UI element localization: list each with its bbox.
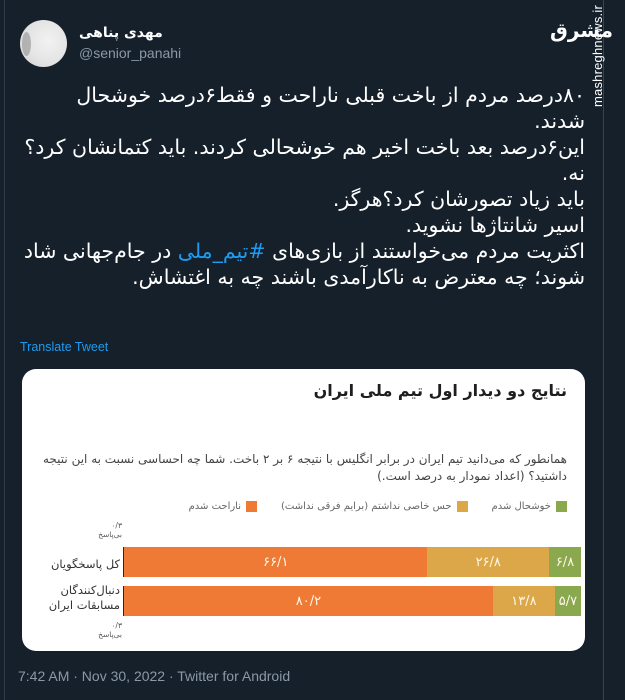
tweet-text-segment: در جام‌جهانی شاد شوند؛ چه معترض به ناکارآمدی باشند چه به اغتشاش. xyxy=(23,239,585,289)
no-answer-note xyxy=(98,521,122,539)
row-label-followers xyxy=(49,583,120,613)
author-display-name[interactable]: مهدی پناهی xyxy=(79,25,163,41)
hashtag-link[interactable]: #تیم_ملی xyxy=(177,239,266,263)
watermark-site: mashreghnews.ir xyxy=(590,5,605,107)
bar-all-respondents xyxy=(124,547,581,577)
row-label-line: مسابقات ایران xyxy=(48,598,120,612)
legend-item-neutral xyxy=(281,501,467,512)
bar-followers xyxy=(124,586,581,616)
bar-segment-happy: ۶/۸ xyxy=(549,547,581,577)
chart-question: همانطور که می‌دانید تیم ایران در برابر انگلیس با نتیجه ۶ بر ۲ باخت. شما چه احساسی نسبت به این نتیجه داشتید؟ (اعداد نمودار به درصد است.) xyxy=(43,452,567,483)
no-answer-value: ۰/۳ xyxy=(111,621,122,630)
row-label-all: کل پاسخگویان xyxy=(50,557,120,571)
legend-item-sad xyxy=(189,501,257,512)
tweet-header xyxy=(20,18,181,68)
chart-image[interactable] xyxy=(22,369,585,651)
no-answer-label: بی‌پاسخ xyxy=(98,530,122,539)
tweet-line: ۸۰درصد مردم از باخت قبلی ناراحت و فقط۶درصد خوشحال شدند. xyxy=(76,83,585,133)
bar-segment-sad: ۶۶/۱ xyxy=(124,547,427,577)
bar-segment-happy: ۵/۷ xyxy=(555,586,581,616)
tweet-meta[interactable]: 7:42 AM · Nov 30, 2022 · Twitter for Android xyxy=(18,668,291,684)
legend-swatch-neutral xyxy=(457,501,468,512)
timeline-border-left xyxy=(4,0,5,700)
chart-legend xyxy=(173,501,567,512)
legend-label: حس خاصی نداشتم (برایم فرقی نداشت) xyxy=(281,501,452,512)
chart-title: نتایج دو دیدار اول تیم ملی ایران xyxy=(313,381,567,400)
tweet-line xyxy=(20,238,585,290)
legend-label: خوشحال شدم xyxy=(491,501,551,512)
avatar[interactable] xyxy=(20,20,67,67)
tweet-line: باید زیاد تصورشان کرد؟هرگز. xyxy=(332,187,585,211)
no-answer-label: بی‌پاسخ xyxy=(98,630,122,639)
bar-segment-neutral: ۱۳/۸ xyxy=(493,586,555,616)
bar-segment-sad: ۸۰/۲ xyxy=(124,586,493,616)
author-names xyxy=(79,25,181,61)
legend-swatch-sad xyxy=(246,501,257,512)
tweet-text-segment: اکثریت مردم می‌خواستند از بازی‌های xyxy=(265,239,585,263)
bar-segment-neutral: ۲۶/۸ xyxy=(427,547,549,577)
tweet-line: این۶درصد بعد باخت اخیر هم خوشحالی کردند. باید کتمانشان کرد؟نه. xyxy=(24,135,585,185)
no-answer-note xyxy=(98,621,122,639)
mashregh-logo-icon: مشرق xyxy=(550,18,614,42)
author-handle[interactable]: @senior_panahi xyxy=(79,45,182,61)
legend-label: ناراحت شدم xyxy=(188,501,242,512)
row-label-line: دنبال‌کنندگان xyxy=(60,583,120,597)
tweet-line: اسیر شانتاژها نشوید. xyxy=(405,213,585,237)
translate-tweet-link[interactable]: Translate Tweet xyxy=(20,340,109,354)
tweet-body xyxy=(20,82,585,290)
no-answer-value: ۰/۳ xyxy=(111,521,122,530)
legend-swatch-happy xyxy=(556,501,567,512)
legend-item-happy xyxy=(492,501,568,512)
